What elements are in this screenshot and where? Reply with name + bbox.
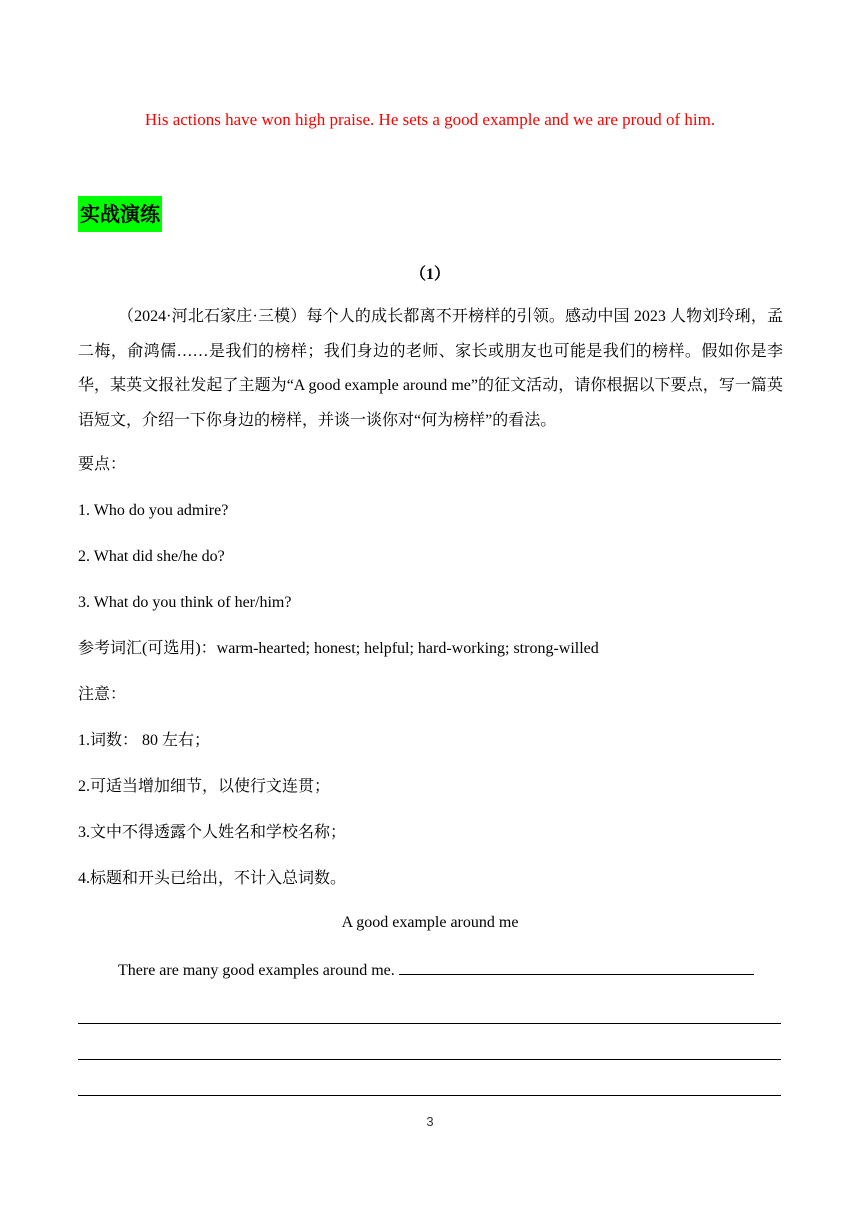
note-item: 1.词数： 80 左右； xyxy=(78,732,211,749)
essay-title: A good example around me xyxy=(341,914,519,931)
note-item: 2.可适当增加细节，以使行文连贯； xyxy=(78,778,331,795)
model-sentence: His actions have won high praise. He sets a good example and we are proud of him. xyxy=(144,110,716,129)
note-item: 3.文中不得透露个人姓名和学校名称； xyxy=(78,824,347,841)
points-label: 要点： xyxy=(78,456,127,473)
essay-opening-line xyxy=(118,960,754,980)
note-item: 4.标题和开头已给出，不计入总词数。 xyxy=(78,870,347,887)
essay-opening-text: There are many good examples around me. xyxy=(118,962,395,979)
section-heading: 实战演练 xyxy=(78,196,162,232)
answer-line[interactable] xyxy=(78,1059,781,1060)
answer-blank[interactable] xyxy=(399,960,754,975)
answer-line[interactable] xyxy=(78,1023,781,1024)
point-item: 3. What do you think of her/him? xyxy=(78,594,292,611)
task-number: （1） xyxy=(409,266,450,283)
point-item: 1. Who do you admire? xyxy=(78,502,229,519)
notes-label: 注意： xyxy=(78,686,127,703)
prompt-paragraph: （2024·河北石家庄·三模）每个人的成长都离不开榜样的引领。感动中国 2023 人物刘玲琍，孟二梅，俞鸿儒……是我们的榜样；我们身边的老师、家长或朋友也可能是我们的榜样。假如你是李华，某英文报社发起了主题为“A good example around me”的征文活动，请你根据以下要点，写一篇英语短文，介绍一下你身边的榜样，并谈一谈你对“何为榜样”的看法。 xyxy=(78,308,783,429)
vocab-line: 参考词汇(可选用)：warm-hearted; honest; helpful; hard-working; strong-willed xyxy=(78,640,599,657)
page-number: 3 xyxy=(426,1114,434,1129)
answer-line[interactable] xyxy=(78,1095,781,1096)
point-item: 2. What did she/he do? xyxy=(78,548,225,565)
